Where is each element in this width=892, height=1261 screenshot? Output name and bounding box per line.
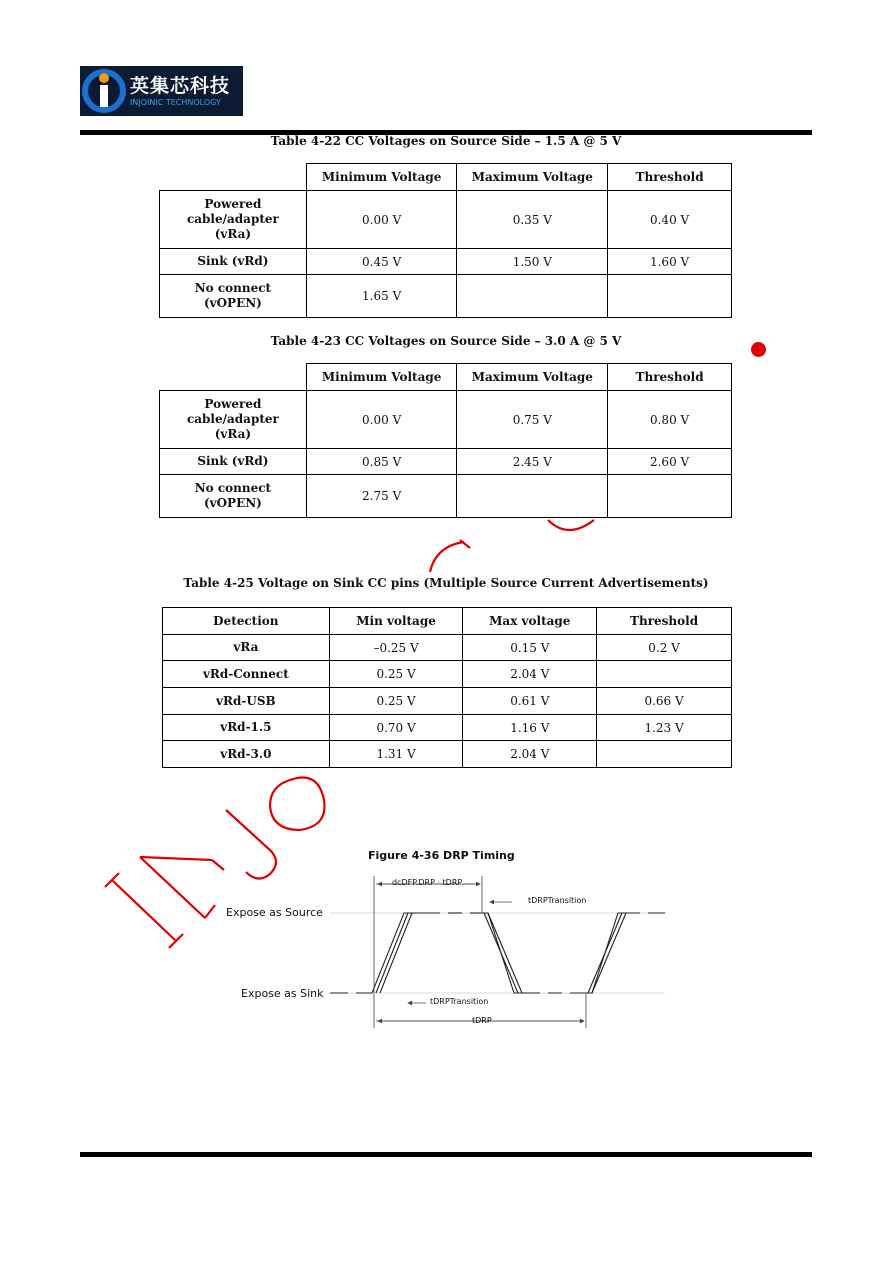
table-row: [163, 635, 732, 661]
table-cell: 1.65 V: [306, 275, 457, 318]
table25-header-detection: Detection: [163, 608, 330, 635]
table-cell: 0.70 V: [329, 715, 463, 741]
table-row: [160, 249, 732, 275]
table-row: [160, 275, 732, 318]
table-cell: 0.2 V: [597, 635, 732, 661]
table-row: [160, 475, 732, 518]
drp-waveform: [330, 913, 665, 993]
table-cell: 0.75 V: [457, 391, 608, 449]
table-cell: vRa: [163, 635, 330, 661]
table-cell: 0.40 V: [608, 191, 732, 249]
table23-header-threshold: Threshold: [608, 364, 732, 391]
figure-caption: Figure 4-36 DRP Timing: [368, 849, 515, 862]
table-row: [163, 741, 732, 768]
table-cell: 0.85 V: [306, 449, 457, 475]
table-cell: [457, 275, 608, 318]
table23-caption: Table 4-23 CC Voltages on Source Side – 3.0 A @ 5 V: [270, 334, 622, 348]
table-cell: 1.23 V: [597, 715, 732, 741]
table-cell: vRd-1.5: [163, 715, 330, 741]
table-row: [160, 391, 732, 449]
logo-mark-icon: [80, 66, 130, 116]
table-cell: 0.45 V: [306, 249, 457, 275]
logo-english-name: INJOINIC TECHNOLOGY: [130, 98, 221, 107]
figure-label-source: Expose as Source: [226, 906, 323, 919]
label-line: (vOPEN): [203, 296, 262, 310]
table-cell: [608, 275, 732, 318]
table-cell: 2.45 V: [457, 449, 608, 475]
table-cell: 1.31 V: [329, 741, 463, 768]
label-line: (vRa): [214, 227, 252, 241]
table25-header-min: Min voltage: [329, 608, 463, 635]
table-row: [160, 449, 732, 475]
table22-corner: [160, 164, 307, 191]
table25-header-max: Max voltage: [463, 608, 597, 635]
table22-header-max: Maximum Voltage: [457, 164, 608, 191]
table23-row-label: [160, 449, 307, 475]
label-line: cable/adapter: [186, 212, 279, 226]
table23-header-min: Minimum Voltage: [306, 364, 457, 391]
table23: [159, 363, 732, 518]
table22-row-label: [160, 275, 307, 318]
figure-label-transition-bottom: tDRPTransition: [430, 997, 489, 1006]
table-cell: 2.75 V: [306, 475, 457, 518]
table-cell: 1.50 V: [457, 249, 608, 275]
label-line: (vOPEN): [203, 496, 262, 510]
table-cell: 0.25 V: [329, 688, 463, 715]
table22-row-label: [160, 249, 307, 275]
table25-caption: Table 4-25 Voltage on Sink CC pins (Multiple Source Current Advertisements): [183, 576, 709, 590]
figure-label-transition-top: tDRPTransition: [528, 896, 587, 905]
table-row: [163, 715, 732, 741]
label-line: Sink (vRd): [197, 454, 269, 468]
table-cell: vRd-3.0: [163, 741, 330, 768]
table-cell: 0.35 V: [457, 191, 608, 249]
table-cell: 0.00 V: [306, 391, 457, 449]
table22: [159, 163, 732, 318]
table-cell: 0.80 V: [608, 391, 732, 449]
table-cell: 0.15 V: [463, 635, 597, 661]
table25: [162, 607, 732, 768]
label-line: Sink (vRd): [197, 254, 269, 268]
table-row: [163, 661, 732, 688]
table-cell: –0.25 V: [329, 635, 463, 661]
table-cell: 1.60 V: [608, 249, 732, 275]
table22-caption: Table 4-22 CC Voltages on Source Side – 1.5 A @ 5 V: [270, 134, 622, 148]
footer-rule: [80, 1152, 812, 1157]
red-dot-mark: [751, 342, 766, 357]
table-cell: [597, 661, 732, 688]
table-cell: 2.04 V: [463, 741, 597, 768]
table-cell: 1.16 V: [463, 715, 597, 741]
table25-header-threshold: Threshold: [597, 608, 732, 635]
label-line: cable/adapter: [186, 412, 279, 426]
table-cell: [608, 475, 732, 518]
table-cell: 0.61 V: [463, 688, 597, 715]
table-cell: 2.60 V: [608, 449, 732, 475]
table22-header-min: Minimum Voltage: [306, 164, 457, 191]
table-row: [160, 191, 732, 249]
table-cell: [457, 475, 608, 518]
label-line: No connect: [194, 281, 272, 295]
label-line: Powered: [204, 197, 262, 211]
table23-corner: [160, 364, 307, 391]
table-cell: vRd-USB: [163, 688, 330, 715]
table-cell: 0.25 V: [329, 661, 463, 688]
table22-header-threshold: Threshold: [608, 164, 732, 191]
table-cell: vRd-Connect: [163, 661, 330, 688]
table23-header-max: Maximum Voltage: [457, 364, 608, 391]
logo-chinese-name: 英集芯科技: [130, 75, 231, 97]
table-row: [163, 688, 732, 715]
company-logo: [80, 66, 243, 116]
table-cell: 2.04 V: [463, 661, 597, 688]
table23-row-label: [160, 391, 307, 449]
label-line: No connect: [194, 481, 272, 495]
label-line: Powered: [204, 397, 262, 411]
figure-label-dc: dcDFP.DRP · tDRP: [392, 878, 463, 887]
table-cell: 0.66 V: [597, 688, 732, 715]
table23-row-label: [160, 475, 307, 518]
table-cell: 0.00 V: [306, 191, 457, 249]
table22-row-label: [160, 191, 307, 249]
label-line: (vRa): [214, 427, 252, 441]
table-cell: [597, 741, 732, 768]
figure-label-tdrp: tDRP: [472, 1016, 492, 1025]
figure-label-sink: Expose as Sink: [241, 987, 324, 1000]
